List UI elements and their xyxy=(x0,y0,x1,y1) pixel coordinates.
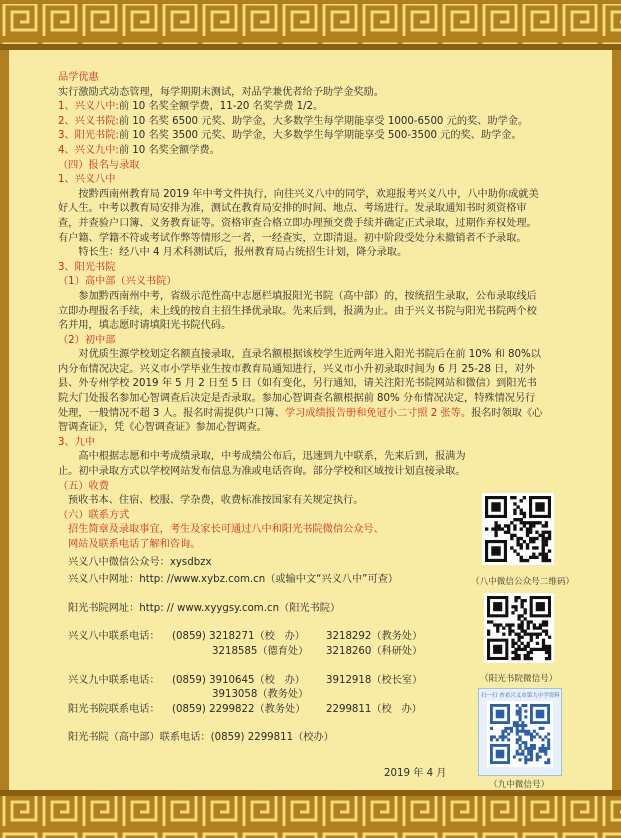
section-4-1-paragraph: 按黔西南州教育局 2019 年中考文件执行，向往兴义八中的同学，欢迎报考兴义八中，八中助你成就美好人生。中考以教育局安排为准，测试在教育局安排的时间、地点、考场进行。发录取通知书时须资格审查，并查验户口簿、义务教育证等。资格审查合格立即办理预交费手续并确定正式录取，过期作弃权处理。有户籍、学籍不符或考试作弊等情形之一者，一经查实，立即清退。初中阶段受处分未撤销者不予录取。 xyxy=(58,188,539,244)
section-4-3-title: 3、阳光书院 xyxy=(58,261,116,273)
qr-caption-yangguang: （阳光书院微信号） xyxy=(480,674,558,684)
junior-text: 对优质生源学校划定名额直接录取，直录名额根据该校学生近两年进入阳光书院后在前 10% 和 80%以内分布情况决定。兴义市小学毕业生按市教育局通知进行，兴义市小升初录取时间为 6 月 25-28 日，对外县、外专州学校 2019 年 5 月 2 日至 5 日（如有变化，另行通知，请关注阳光书院网站和微信）到阳光书院大门处报名参加心智调查后决定是否录取。参加心智调查名额根据前 80% 分布情况决定，特殊情况另行处理，一般情况不超 3 人。报名时需提供户口簿、 xyxy=(58,349,541,419)
phone-number: (0859) 2299811（校办） xyxy=(210,732,334,744)
section-junior-title: （2）初中部 xyxy=(58,334,116,346)
phone-number: 3913058（教务处） xyxy=(212,689,309,701)
section-6-title: （六）联系方式 xyxy=(58,509,130,521)
merit-item xyxy=(58,129,544,144)
merit-prefix: 2、兴义书院: xyxy=(58,115,119,127)
junior-requirements: 学习成绩报告册和免冠小二寸照 2 张等。 xyxy=(284,407,472,419)
merit-item xyxy=(58,115,544,130)
qr-caption-wechat8: （八中微信公众号二维码） xyxy=(471,577,575,587)
section-4-1-title: 1、兴义八中 xyxy=(58,174,116,186)
phone-label: 兴义九中联系电话： xyxy=(68,674,160,686)
decorative-border-right xyxy=(612,50,621,790)
decorative-border-left xyxy=(0,50,9,790)
phone-label: 阳光书院（高中部）联系电话： xyxy=(68,732,211,744)
high-school-paragraph: 参加黔西南州中考，省级示范性高中志愿栏填报阳光书院（高中部）的，按统招生录取，公布录取线后立即办理报名手续，未上线的按自主招生择优录取。先来后到，报满为止。由于兴义书院与阳光书院两个校名并用，填志愿时请填阳光书院代码。 xyxy=(58,290,537,332)
contact-note-2: 网站及联系电话了解和咨询。 xyxy=(68,539,201,550)
phone-label: 兴义八中联系电话： xyxy=(68,631,160,643)
merit-text: 前 10 名奖全额学费。 xyxy=(118,144,220,156)
phone-number: (0859) 2299822（教务处） xyxy=(172,703,306,715)
issue-date: 2019 年 4 月 xyxy=(384,768,447,779)
phone-number: (0859) 3218271（校 办） xyxy=(172,631,305,643)
decorative-border-top xyxy=(0,0,621,50)
body-text xyxy=(58,71,544,746)
phone-number: 3218585（德育处） xyxy=(212,645,309,657)
yangguang-high-phones xyxy=(58,731,544,746)
phone-number: 3218260（科研处） xyxy=(326,645,423,657)
merit-text: 前 10 名奖 6500 元奖、助学金，大多数学生每学期能享受 1000-6500 元的奖、助学金。 xyxy=(118,115,529,127)
section-ninth-title: 3、九中 xyxy=(58,436,96,448)
school9-phones xyxy=(58,674,544,689)
decorative-border-bottom xyxy=(0,790,621,838)
school8-website[interactable]: 兴义八中网址：http: //www.xybz.com.cn（或输中文“兴义八中”可查） xyxy=(68,574,399,586)
yangguang-phones xyxy=(58,703,544,718)
junior-text-end: 报名时领取《心智调查证》，凭《心智调查证》参加心智调查。 xyxy=(58,407,543,434)
section-5-title: （五）收费 xyxy=(58,480,109,492)
merit-prefix: 3、阳光书院: xyxy=(58,130,119,142)
ninth-qr-card xyxy=(478,688,562,776)
school9-phones-row2 xyxy=(58,688,544,703)
merit-title: 品学优惠 xyxy=(58,72,99,83)
fret-pattern-bottom xyxy=(0,790,621,838)
school8-phones-row2 xyxy=(58,645,544,660)
merit-prefix: 1、兴义八中: xyxy=(58,101,119,113)
phone-label: 阳光书院联系电话： xyxy=(68,703,160,715)
merit-text: 前 10 名奖全额学费，11-20 名奖学费 1/2。 xyxy=(118,101,324,113)
fees-paragraph: 预收书本、住宿、校服、学杂费，收费标准按国家有关规定执行。 xyxy=(68,495,364,507)
phone-number: 3218292（教务处） xyxy=(326,631,423,643)
fret-pattern-top xyxy=(0,0,621,50)
qr-caption-ninth: （九中微信号） xyxy=(489,780,550,790)
special-students-paragraph: 特长生：经八中 4 月术科测试后，报州教育局占统招生计划，降分录取。 xyxy=(78,247,408,259)
qr-card-header: 扫一扫 查看兴义市第九中学资料 xyxy=(481,693,560,699)
phone-number: 3912918（校长室） xyxy=(326,674,423,686)
merit-text: 前 10 名奖 3500 元奖、助学金，大多数学生每学期能享受 500-3500 元的奖、助学金。 xyxy=(118,130,522,142)
phone-number: 2299811（校 办） xyxy=(326,703,422,715)
merit-prefix: 4、兴义九中: xyxy=(58,144,119,156)
yangguang-website[interactable]: 阳光书院网址：http: // www.xyygsy.com.cn（阳光书院） xyxy=(68,602,341,614)
phone-number: (0859) 3910645（校 办） xyxy=(172,674,305,686)
merit-intro: 实行激励式动态管理，每学期期末测试，对品学兼优者给予助学金奖励。 xyxy=(58,86,384,98)
ninth-paragraph: 高中根据志愿和中考成绩录取，中考成绩公布后，迅速到九中联系，先来后到，报满为止。初中录取方式以学校网站发布信息为准或电话咨询。部分学校和区域按计划直接录取。 xyxy=(58,451,466,478)
merit-item xyxy=(58,144,544,159)
contact-note-1: 招生简章及录取事宜，考生及家长可通过八中和阳光书院微信公众号、 xyxy=(68,524,384,536)
wechat-account: 兴义八中微信公众号：xysdbzx xyxy=(68,556,212,568)
section-4-title: （四）报名与录取 xyxy=(58,159,140,171)
junior-paragraph xyxy=(58,348,544,436)
merit-item xyxy=(58,100,544,115)
section-high-school-title: （1）高中部（兴义书院） xyxy=(58,276,177,288)
qr-code-icon xyxy=(484,593,554,663)
qr-code-icon xyxy=(482,493,554,565)
qr-code-icon xyxy=(487,701,553,767)
school8-phones xyxy=(58,630,544,645)
